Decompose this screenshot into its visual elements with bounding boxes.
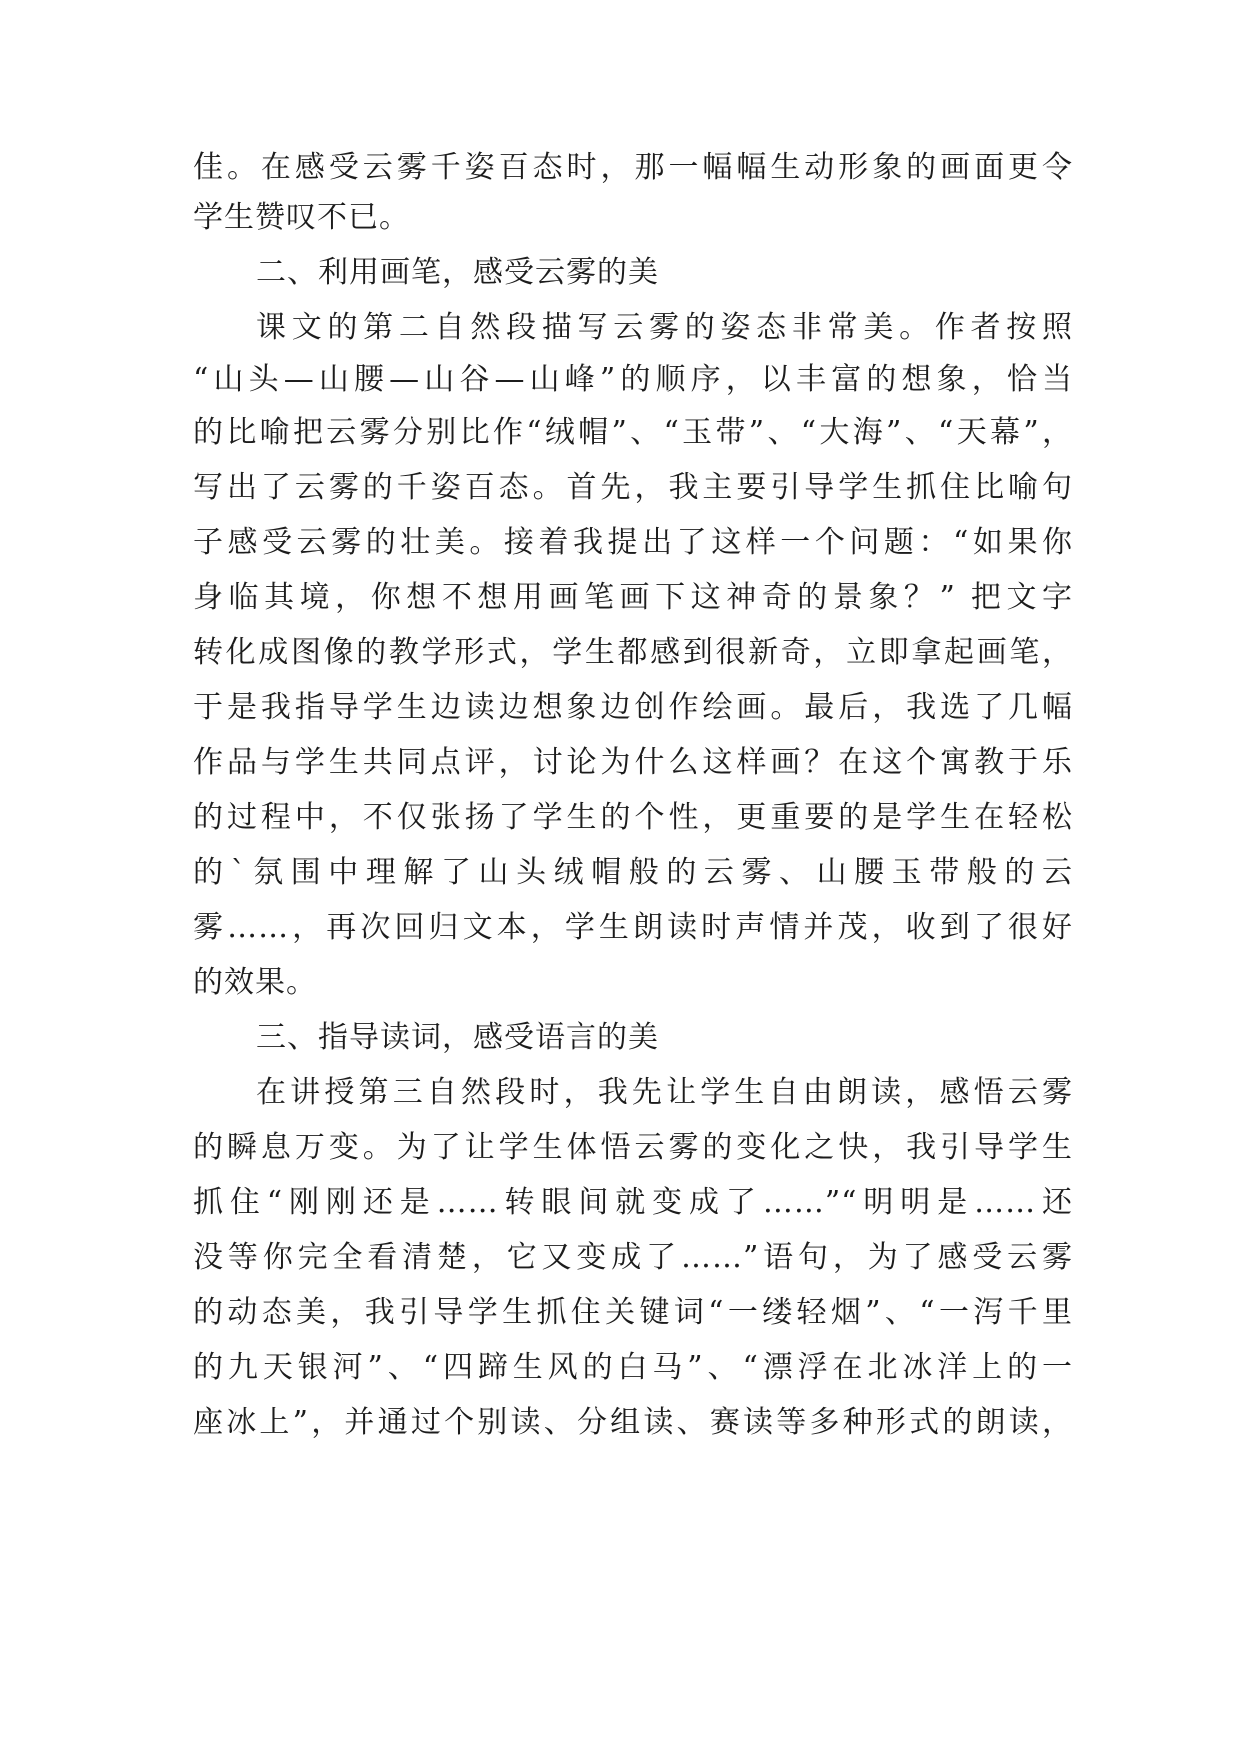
text-line: 抓住“刚刚还是……转眼间就变成了……”“明明是……还 <box>193 1185 1073 1220</box>
text-line: 的九天银河”、“四蹄生风的白马”、“漂浮在北冰洋上的一 <box>193 1350 1073 1385</box>
text-line: 的效果。 <box>193 965 317 1000</box>
text-line: 没等你完全看清楚，它又变成了……”语句，为了感受云雾 <box>193 1240 1073 1275</box>
text-line: “山头—山腰—山谷—山峰”的顺序，以丰富的想象，恰当 <box>193 362 1073 397</box>
text-line: 佳。在感受云雾千姿百态时，那一幅幅生动形象的画面更令 <box>193 150 1073 185</box>
section-heading: 二、利用画笔，感受云雾的美 <box>256 255 659 290</box>
section-heading: 三、指导读词，感受语言的美 <box>256 1020 659 1055</box>
text-line: 的过程中，不仅张扬了学生的个性，更重要的是学生在轻松 <box>193 800 1073 835</box>
text-line: 转化成图像的教学形式，学生都感到很新奇，立即拿起画笔， <box>193 635 1073 670</box>
text-line: 的动态美，我引导学生抓住关键词“一缕轻烟”、“一泻千里 <box>193 1295 1073 1330</box>
paragraph-first-line: 课文的第二自然段描写云雾的姿态非常美。作者按照 <box>256 310 1073 345</box>
text-line: 写出了云雾的千姿百态。首先，我主要引导学生抓住比喻句 <box>193 470 1073 505</box>
text-line: 作品与学生共同点评，讨论为什么这样画？在这个寓教于乐 <box>193 745 1073 780</box>
text-line: 座冰上”，并通过个别读、分组读、赛读等多种形式的朗读， <box>193 1405 1073 1440</box>
text-line: 的比喻把云雾分别比作“绒帽”、“玉带”、“大海”、“天幕”， <box>193 415 1073 450</box>
text-line: 雾……，再次回归文本，学生朗读时声情并茂，收到了很好 <box>193 910 1073 945</box>
paragraph-first-line: 在讲授第三自然段时，我先让学生自由朗读，感悟云雾 <box>256 1075 1073 1110</box>
text-line: 学生赞叹不已。 <box>193 200 410 235</box>
text-line: 的`氛围中理解了山头绒帽般的云雾、山腰玉带般的云 <box>193 855 1073 890</box>
text-line: 子感受云雾的壮美。接着我提出了这样一个问题：“如果你 <box>193 525 1073 560</box>
text-line: 于是我指导学生边读边想象边创作绘画。最后，我选了几幅 <box>193 690 1073 725</box>
text-line: 的瞬息万变。为了让学生体悟云雾的变化之快，我引导学生 <box>193 1130 1073 1165</box>
text-line: 身临其境，你想不想用画笔画下这神奇的景象？” 把文字 <box>193 580 1073 615</box>
